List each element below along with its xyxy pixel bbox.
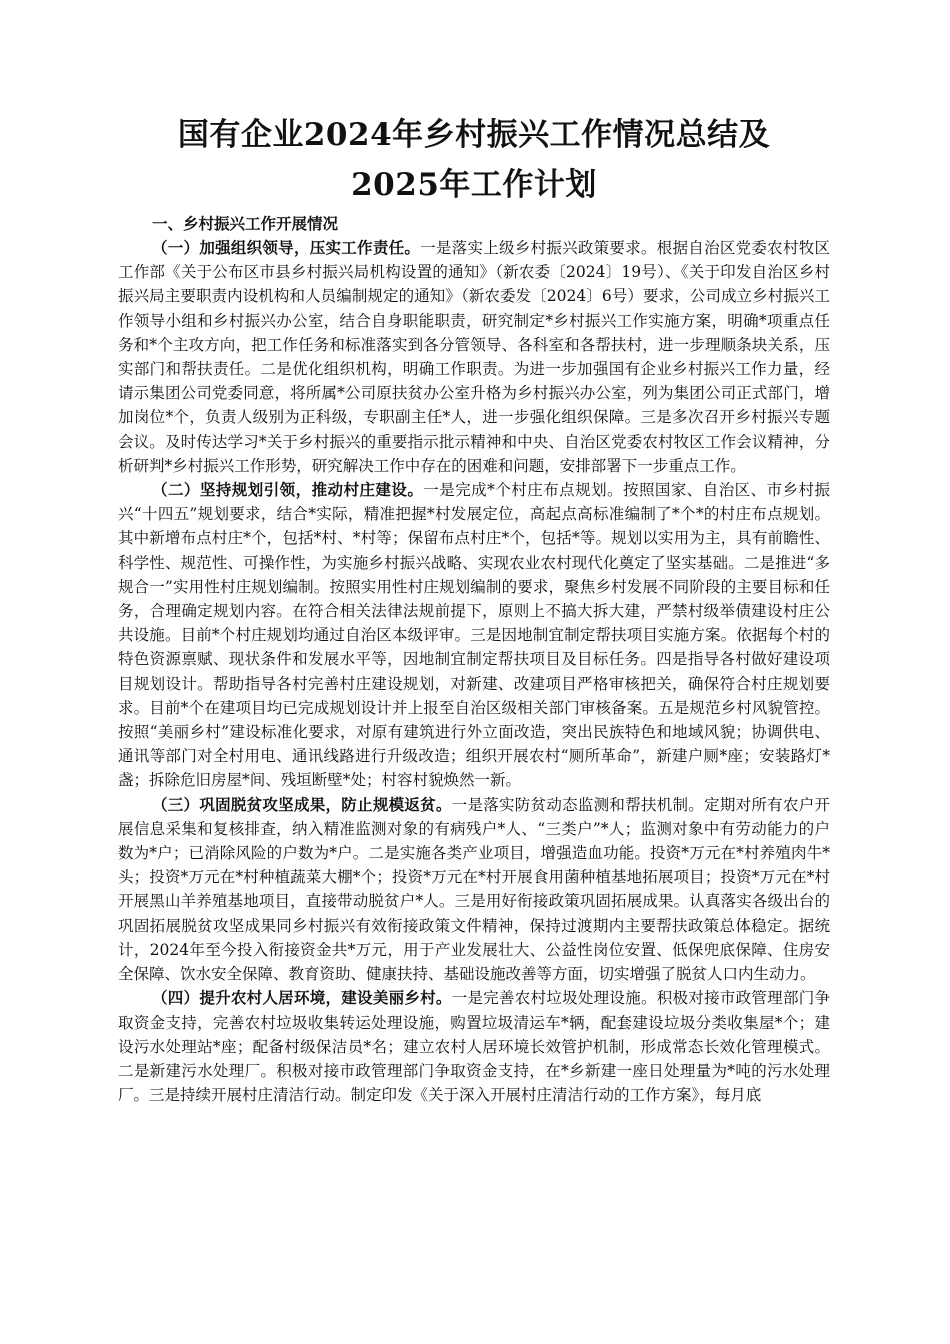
paragraph-1: [118, 236, 830, 478]
section-heading: 一、乡村振兴工作开展情况: [152, 215, 339, 233]
paragraph-3: [118, 793, 830, 987]
paragraph-4-body: 一是完善农村垃圾处理设施。积极对接市政管理部门争取资金支持，完善农村垃圾收集转运处理设施，购置垃圾清运车*辆，配套建设垃圾分类收集屋*个；建设污水处理站*座；配备村级保洁员*名；建立农村人居环境长效管护机制，形成常态长效化管理模式。二是新建污水处理厂。积极对接市政管理部门争取资金支持，在*乡新建一座日处理量为*吨的污水处理厂。三是持续开展村庄清洁行动。制定印发《关于深入开展村庄清洁行动的工作方案》，每月底: [118, 989, 830, 1105]
title-line-2: 2025年工作计划: [351, 167, 597, 203]
paragraph-4-lead: （四）提升农村人居环境，建设美丽乡村。: [152, 989, 452, 1008]
title-line-1: 国有企业2024年乡村振兴工作情况总结及: [177, 117, 771, 153]
paragraph-3-lead: （三）巩固脱贫攻坚成果，防止规模返贫。: [152, 795, 452, 814]
paragraph-2: [118, 478, 830, 793]
document-page: [118, 110, 830, 1107]
paragraph-3-body: 一是落实防贫动态监测和帮扶机制。定期对所有农户开展信息采集和复核排查，纳入精准监测对象的有病残户*人、“三类户”*人；监测对象中有劳动能力的户数为*户；已消除风险的户数为*户。二是实施各类产业项目，增强造血功能。投资*万元在*村养殖肉牛*头；投资*万元在*村种植蔬菜大棚*个；投资*万元在*村开展食用菌种植基地拓展项目；投资*万元在*村开展黑山羊养殖基地项目，直接带动脱贫户*人。三是用好衔接政策巩固拓展成果。认真落实各级出台的巩固拓展脱贫攻坚成果同乡村振兴有效衔接政策文件精神，保持过渡期内主要帮扶政策总体稳定。据统计，2024年至今投入衔接资金共*万元，用于产业发展壮大、公益性岗位安置、低保兜底保障、住房安全保障、饮水安全保障、教育资助、健康扶持、基础设施改善等方面，切实增强了脱贫人口内生动力。: [118, 795, 830, 984]
paragraph-2-lead: （二）坚持规划引领，推动村庄建设。: [152, 481, 424, 500]
paragraph-4: [118, 986, 830, 1107]
document-title: [118, 110, 830, 210]
paragraph-1-body: 一是落实上级乡村振兴政策要求。根据自治区党委农村牧区工作部《关于公布区市县乡村振兴局机构设置的通知》（新农委〔2024〕19号）、《关于印发自治区乡村振兴局主要职责内设机构和人员编制规定的通知》（新农委发〔2024〕6号）要求，公司成立乡村振兴工作领导小组和乡村振兴办公室，结合自身职能职责，研究制定*乡村振兴工作实施方案，明确*项重点任务和*个主攻方向，把工作任务和标准落实到各分管领导、各科室和各帮扶村，进一步理顺条块关系，压实部门和帮扶责任。二是优化组织机构，明确工作职责。为进一步加强国有企业乡村振兴工作力量，经请示集团公司党委同意，将所属*公司原扶贫办公室升格为乡村振兴办公室，列为集团公司正式部门，增加岗位*个，负责人级别为正科级，专职副主任*人，进一步强化组织保障。三是多次召开乡村振兴专题会议。及时传达学习*关于乡村振兴的重要指示批示精神和中央、自治区党委农村牧区工作会议精神，分析研判*乡村振兴工作形势，研究解决工作中存在的困难和问题，安排部署下一步重点工作。: [118, 239, 830, 475]
paragraph-1-lead: （一）加强组织领导，压实工作责任。: [152, 239, 421, 257]
paragraph-2-body: 一是完成*个村庄布点规划。按照国家、自治区、市乡村振兴“十四五”规划要求，结合*实际，精准把握*村发展定位，高起点高标准编制了*个*的村庄布点规划。其中新增布点村庄*个，包括*村、*村等；保留布点村庄*个，包括*等。规划以实用为主，具有前瞻性、科学性、规范性、可操作性，为实施乡村振兴战略、实现农业农村现代化奠定了坚实基础。二是推进“多规合一”实用性村庄规划编制。按照实用性村庄规划编制的要求，聚焦乡村发展不同阶段的主要目标和任务，合理确定规划内容。在符合相关法律法规前提下，原则上不搞大拆大建，严禁村级举债建设村庄公共设施。目前*个村庄规划均通过自治区本级评审。三是因地制宜制定帮扶项目实施方案。依据每个村的特色资源禀赋、现状条件和发展水平等，因地制宜制定帮扶项目及目标任务。四是指导各村做好建设项目规划设计。帮助指导各村完善村庄建设规划，对新建、改建项目严格审核把关，确保符合村庄规划要求。目前*个在建项目均已完成规划设计并上报至自治区级相关部门审核备案。五是规范乡村风貌管控。按照“美丽乡村”建设标准化要求，对原有建筑进行外立面改造，突出民族特色和地域风貌；协调供电、通讯等部门对全村用电、通讯线路进行升级改造；组织开展农村“厕所革命”，新建户厕*座；安装路灯*盏；拆除危旧房屋*间、残垣断壁*处；村容村貌焕然一新。: [118, 481, 830, 790]
